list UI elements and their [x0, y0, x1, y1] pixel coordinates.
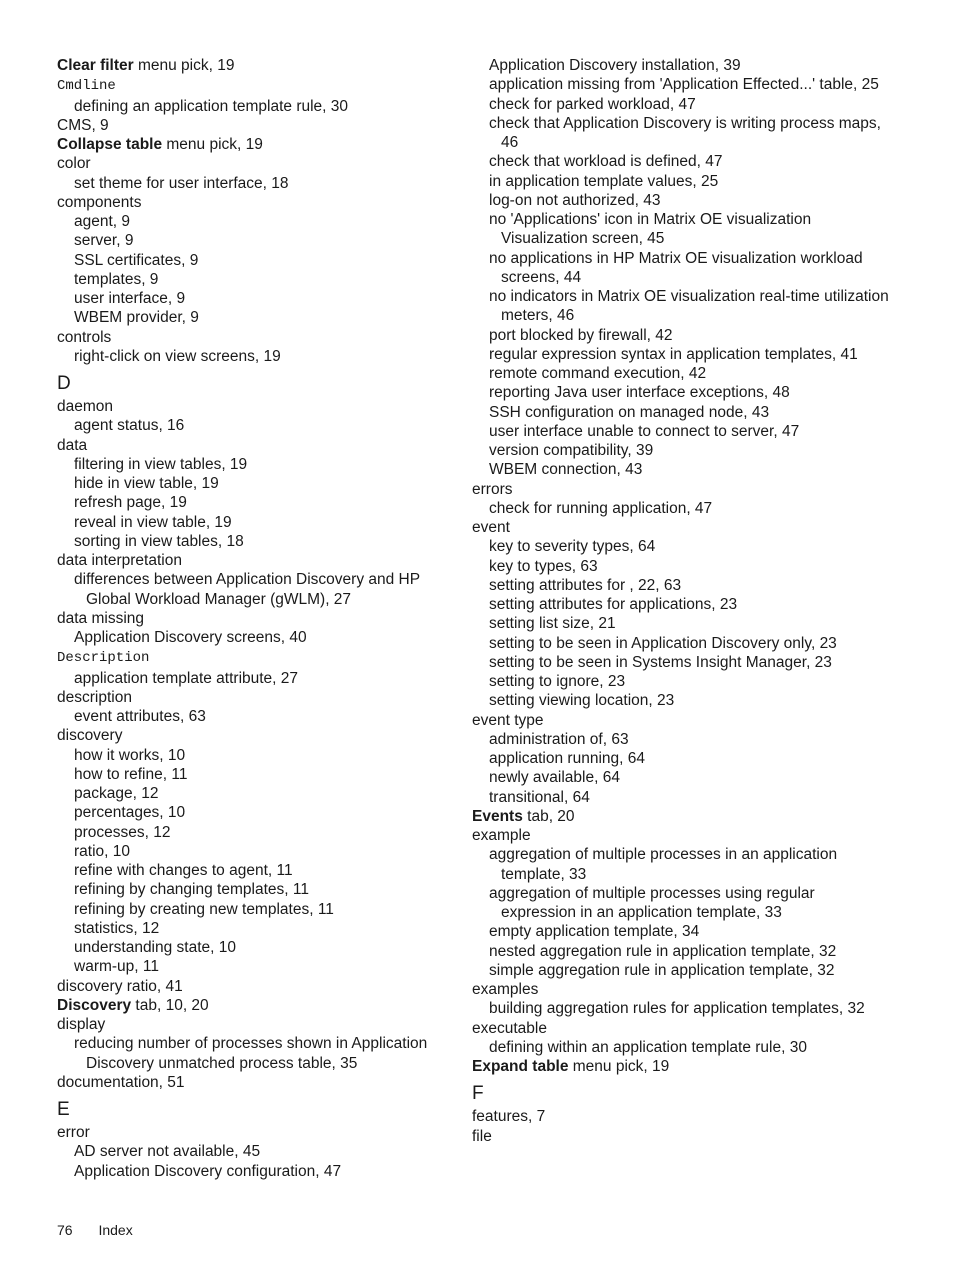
index-term-text: server, 9: [74, 232, 134, 250]
index-subterm: [472, 75, 892, 94]
index-term: [472, 711, 892, 730]
index-subterm: [57, 746, 447, 765]
index-term-bold: Events: [472, 807, 523, 825]
index-subterm: [472, 576, 892, 595]
index-term: [57, 688, 447, 707]
index-term: [472, 1127, 892, 1146]
index-term-text: WBEM provider, 9: [74, 309, 199, 327]
index-subterm: [472, 614, 892, 633]
index-term-text: event attributes, 63: [74, 708, 206, 725]
index-term-text: data: [57, 436, 88, 454]
index-term: [57, 436, 447, 455]
index-term-text: documentation, 51: [57, 1073, 185, 1091]
index-term-text: setting attributes for applications, 23: [489, 596, 738, 613]
index-subterm: [57, 174, 447, 193]
index-subterm: [472, 172, 892, 191]
index-subterm: [57, 97, 447, 116]
index-subterm: [472, 287, 892, 326]
index-section-letter: F: [472, 1083, 484, 1105]
index-term: [57, 647, 447, 668]
index-subterm: [57, 1142, 447, 1161]
index-term-text: setting list size, 21: [489, 615, 616, 633]
index-subterm: [472, 557, 892, 576]
index-subterm: [57, 532, 447, 551]
index-term-bold: Expand table: [472, 1058, 569, 1075]
index-term-text: data interpretation: [57, 552, 182, 569]
index-term-text: agent status, 16: [74, 417, 185, 435]
index-term: [472, 1019, 892, 1038]
index-section-letter: D: [57, 373, 71, 394]
index-subterm: [57, 212, 447, 231]
index-subterm: [472, 961, 892, 980]
index-term-text: check that Application Discovery is writing process maps, 46: [489, 114, 881, 151]
index-term-text: refresh page, 19: [74, 494, 187, 512]
index-subterm: [472, 460, 892, 479]
index-subterm: [57, 938, 447, 957]
index-term-text: tab, 20: [522, 807, 575, 825]
index-term-text: example: [472, 827, 531, 844]
index-term-text: SSL certificates, 9: [74, 251, 199, 269]
index-term-text: user interface, 9: [74, 290, 186, 307]
page-number: 76: [57, 1222, 73, 1238]
index-term-text: controls: [57, 328, 112, 346]
index-term-text: how to refine, 11: [74, 765, 188, 783]
index-subterm: [472, 749, 892, 768]
index-term-text: version compatibility, 39: [489, 442, 654, 459]
index-term-text: hide in view table, 19: [74, 475, 219, 492]
index-subterm: [472, 210, 892, 249]
index-subterm: [472, 364, 892, 383]
index-term-code: Description: [57, 650, 150, 667]
index-term: [57, 397, 447, 416]
index-term-text: templates, 9: [74, 270, 159, 288]
index-term-text: differences between Application Discovery and HP Global Workload Manager (gWLM), 27: [74, 571, 420, 608]
index-term-text: processes, 12: [74, 823, 171, 841]
index-term-text: menu pick, 19: [133, 57, 235, 74]
index-subterm: [472, 922, 892, 941]
index-subterm: [57, 784, 447, 803]
index-subterm: [472, 634, 892, 653]
index-term: [57, 1015, 447, 1034]
index-term: [57, 551, 447, 570]
index-subterm: [472, 537, 892, 556]
index-term: [472, 807, 892, 826]
index-term-text: understanding state, 10: [74, 939, 237, 956]
footer-section-label: Index: [98, 1222, 133, 1238]
index-subterm: [57, 880, 447, 899]
index-term: [472, 1057, 892, 1076]
index-subterm: [57, 861, 447, 880]
index-subterm: [472, 595, 892, 614]
index-subterm: [57, 474, 447, 493]
index-term-text: setting viewing location, 23: [489, 692, 675, 710]
index-subterm: [57, 416, 447, 435]
index-subterm: [57, 493, 447, 512]
index-term-text: file: [472, 1127, 492, 1145]
index-term-text: application missing from 'Application Effected...' table, 25: [489, 76, 879, 94]
index-term-text: application running, 64: [489, 750, 645, 767]
index-term-text: event: [472, 519, 510, 536]
index-term-text: refine with changes to agent, 11: [74, 862, 293, 879]
index-term-text: administration of, 63: [489, 730, 629, 748]
index-term-text: key to types, 63: [489, 557, 598, 575]
index-term-text: error: [57, 1124, 90, 1141]
index-subterm: [472, 942, 892, 961]
index-subterm: [472, 845, 892, 884]
index-term-text: key to severity types, 64: [489, 538, 656, 556]
index-term-text: errors: [472, 480, 513, 498]
index-subterm: [57, 308, 447, 327]
index-subterm: [57, 289, 447, 308]
index-subterm: [472, 691, 892, 710]
index-subterm: [57, 231, 447, 250]
index-term-text: menu pick, 19: [568, 1058, 670, 1075]
index-section-letter: E: [57, 1099, 70, 1120]
index-term-text: check for parked workload, 47: [489, 95, 696, 113]
index-subterm: [57, 570, 447, 609]
index-term-text: application template attribute, 27: [74, 669, 299, 687]
index-subterm: [57, 765, 447, 784]
index-term-text: check that workload is defined, 47: [489, 153, 723, 171]
index-term-text: building aggregation rules for application templates, 32: [489, 1000, 865, 1018]
index-term-text: newly available, 64: [489, 769, 620, 787]
index-term-text: package, 12: [74, 785, 159, 802]
index-subterm: [57, 270, 447, 289]
index-subterm: [472, 345, 892, 364]
index-subterm: [472, 95, 892, 114]
index-term-text: setting attributes for , 22, 63: [489, 576, 682, 594]
index-term-text: examples: [472, 981, 539, 998]
index-subterm: [472, 191, 892, 210]
index-subterm: [472, 383, 892, 402]
index-term: [57, 726, 447, 745]
index-term-text: no 'Applications' icon in Matrix OE visualization Visualization screen, 45: [489, 211, 812, 248]
index-term-text: Application Discovery configuration, 47: [74, 1162, 342, 1180]
index-subterm: [57, 1162, 447, 1181]
index-subterm: [472, 1038, 892, 1057]
index-term-text: in application template values, 25: [489, 172, 719, 190]
index-term-text: menu pick, 19: [162, 136, 263, 153]
index-term-text: empty application template, 34: [489, 923, 700, 941]
index-subterm: [472, 672, 892, 691]
index-subterm: [472, 999, 892, 1018]
index-term: [472, 518, 892, 537]
index-term-text: remote command execution, 42: [489, 365, 707, 382]
index-term: [57, 154, 447, 173]
index-term-text: no indicators in Matrix OE visualization real-time utilization meters, 46: [489, 288, 889, 325]
index-term: [57, 328, 447, 347]
index-term-text: simple aggregation rule in application template, 32: [489, 961, 835, 979]
index-subterm: [472, 788, 892, 807]
index-term-text: sorting in view tables, 18: [74, 532, 244, 550]
index-term-text: CMS, 9: [57, 116, 109, 134]
index-term-text: port blocked by firewall, 42: [489, 326, 673, 344]
index-subterm: [57, 1034, 447, 1073]
index-term-text: features, 7: [472, 1108, 546, 1126]
index-term-text: regular expression syntax in application templates, 41: [489, 345, 858, 363]
index-term-text: percentages, 10: [74, 804, 186, 822]
index-term-text: tab, 10, 20: [131, 996, 209, 1014]
index-term-text: right-click on view screens, 19: [74, 347, 281, 365]
index-term: [472, 1107, 892, 1126]
index-subterm: [57, 803, 447, 822]
index-term-text: display: [57, 1016, 106, 1033]
index-term: [472, 480, 892, 499]
index-subterm: [57, 707, 447, 726]
index-subterm: [472, 422, 892, 441]
index-subterm: [472, 326, 892, 345]
index-subterm: [57, 900, 447, 919]
index-term: [57, 977, 447, 996]
index-term: [57, 1123, 447, 1142]
index-term-text: executable: [472, 1019, 547, 1037]
index-term: [57, 996, 447, 1015]
index-term-text: event type: [472, 711, 544, 729]
index-subterm: [472, 768, 892, 787]
index-subterm: [57, 628, 447, 647]
index-term: [472, 980, 892, 999]
index-term-text: SSH configuration on managed node, 43: [489, 403, 770, 421]
index-term: [57, 193, 447, 212]
index-term-text: filtering in view tables, 19: [74, 455, 248, 473]
index-term: [57, 75, 447, 96]
index-term-text: setting to be seen in Systems Insight Manager, 23: [489, 653, 832, 671]
index-term-text: AD server not available, 45: [74, 1143, 261, 1161]
index-subterm: [472, 499, 892, 518]
index-term-text: transitional, 64: [489, 788, 590, 806]
index-subterm: [57, 347, 447, 366]
index-term: [57, 1073, 447, 1092]
page-footer: [57, 1222, 133, 1238]
index-term-text: components: [57, 193, 142, 211]
index-term-text: reveal in view table, 19: [74, 513, 232, 531]
index-term-code: Cmdline: [57, 78, 116, 95]
index-term-text: WBEM connection, 43: [489, 461, 643, 479]
index-subterm: [472, 114, 892, 153]
index-term-bold: Discovery: [57, 996, 132, 1014]
index-column-left: [57, 56, 447, 1181]
index-term-text: aggregation of multiple processes in an application template, 33: [489, 846, 838, 883]
index-term-text: defining within an application template rule, 30: [489, 1038, 807, 1056]
index-term-text: data missing: [57, 609, 145, 627]
index-term-text: Application Discovery installation, 39: [489, 57, 741, 74]
index-term-text: setting to be seen in Application Discovery only, 23: [489, 634, 837, 652]
index-term-text: how it works, 10: [74, 746, 186, 764]
index-term-text: reporting Java user interface exceptions, 48: [489, 384, 790, 402]
index-subterm: [57, 842, 447, 861]
index-term-text: no applications in HP Matrix OE visualization workload screens, 44: [489, 249, 863, 286]
index-term: [57, 116, 447, 135]
index-term-text: color: [57, 155, 91, 173]
index-term-text: set theme for user interface, 18: [74, 174, 289, 192]
index-subterm: [472, 249, 892, 288]
index-term: [57, 135, 447, 154]
index-term: [57, 609, 447, 628]
index-term-text: check for running application, 47: [489, 499, 713, 517]
index-term-text: log-on not authorized, 43: [489, 191, 661, 209]
index-term-bold: Clear filter: [57, 57, 134, 74]
index-term-text: statistics, 12: [74, 919, 160, 937]
index-term-text: defining an application template rule, 30: [74, 97, 349, 115]
index-term-text: reducing number of processes shown in Application Discovery unmatched process table, 35: [74, 1035, 428, 1072]
index-subterm: [472, 730, 892, 749]
index-subterm: [472, 653, 892, 672]
index-subterm: [472, 152, 892, 171]
index-term-text: description: [57, 688, 132, 706]
index-term-text: user interface unable to connect to server, 47: [489, 422, 800, 440]
index-term: [472, 826, 892, 845]
index-subterm: [57, 513, 447, 532]
index-term-text: nested aggregation rule in application template, 32: [489, 942, 837, 960]
index-term-text: Application Discovery screens, 40: [74, 629, 307, 646]
index-subterm: [57, 919, 447, 938]
index-subterm: [57, 957, 447, 976]
index-subterm: [57, 669, 447, 688]
index-subterm: [472, 403, 892, 422]
index-term-text: daemon: [57, 398, 114, 415]
index-subterm: [472, 884, 892, 923]
index-subterm: [472, 441, 892, 460]
index-subterm: [57, 251, 447, 270]
index-column-right: [472, 56, 892, 1146]
index-subterm: [57, 455, 447, 474]
index-term-text: aggregation of multiple processes using regular expression in an application template, 33: [489, 884, 815, 921]
index-subterm: [472, 56, 892, 75]
index-term: [57, 56, 447, 75]
index-term-text: warm-up, 11: [74, 958, 159, 976]
index-term-text: refining by changing templates, 11: [74, 881, 309, 899]
index-term-bold: Collapse table: [57, 136, 163, 153]
index-term-text: discovery: [57, 727, 123, 745]
index-term-text: setting to ignore, 23: [489, 673, 626, 690]
index-term-text: agent, 9: [74, 213, 131, 230]
index-term-text: discovery ratio, 41: [57, 977, 183, 995]
index-term-text: refining by creating new templates, 11: [74, 900, 334, 918]
index-subterm: [57, 823, 447, 842]
index-term-text: ratio, 10: [74, 842, 131, 860]
